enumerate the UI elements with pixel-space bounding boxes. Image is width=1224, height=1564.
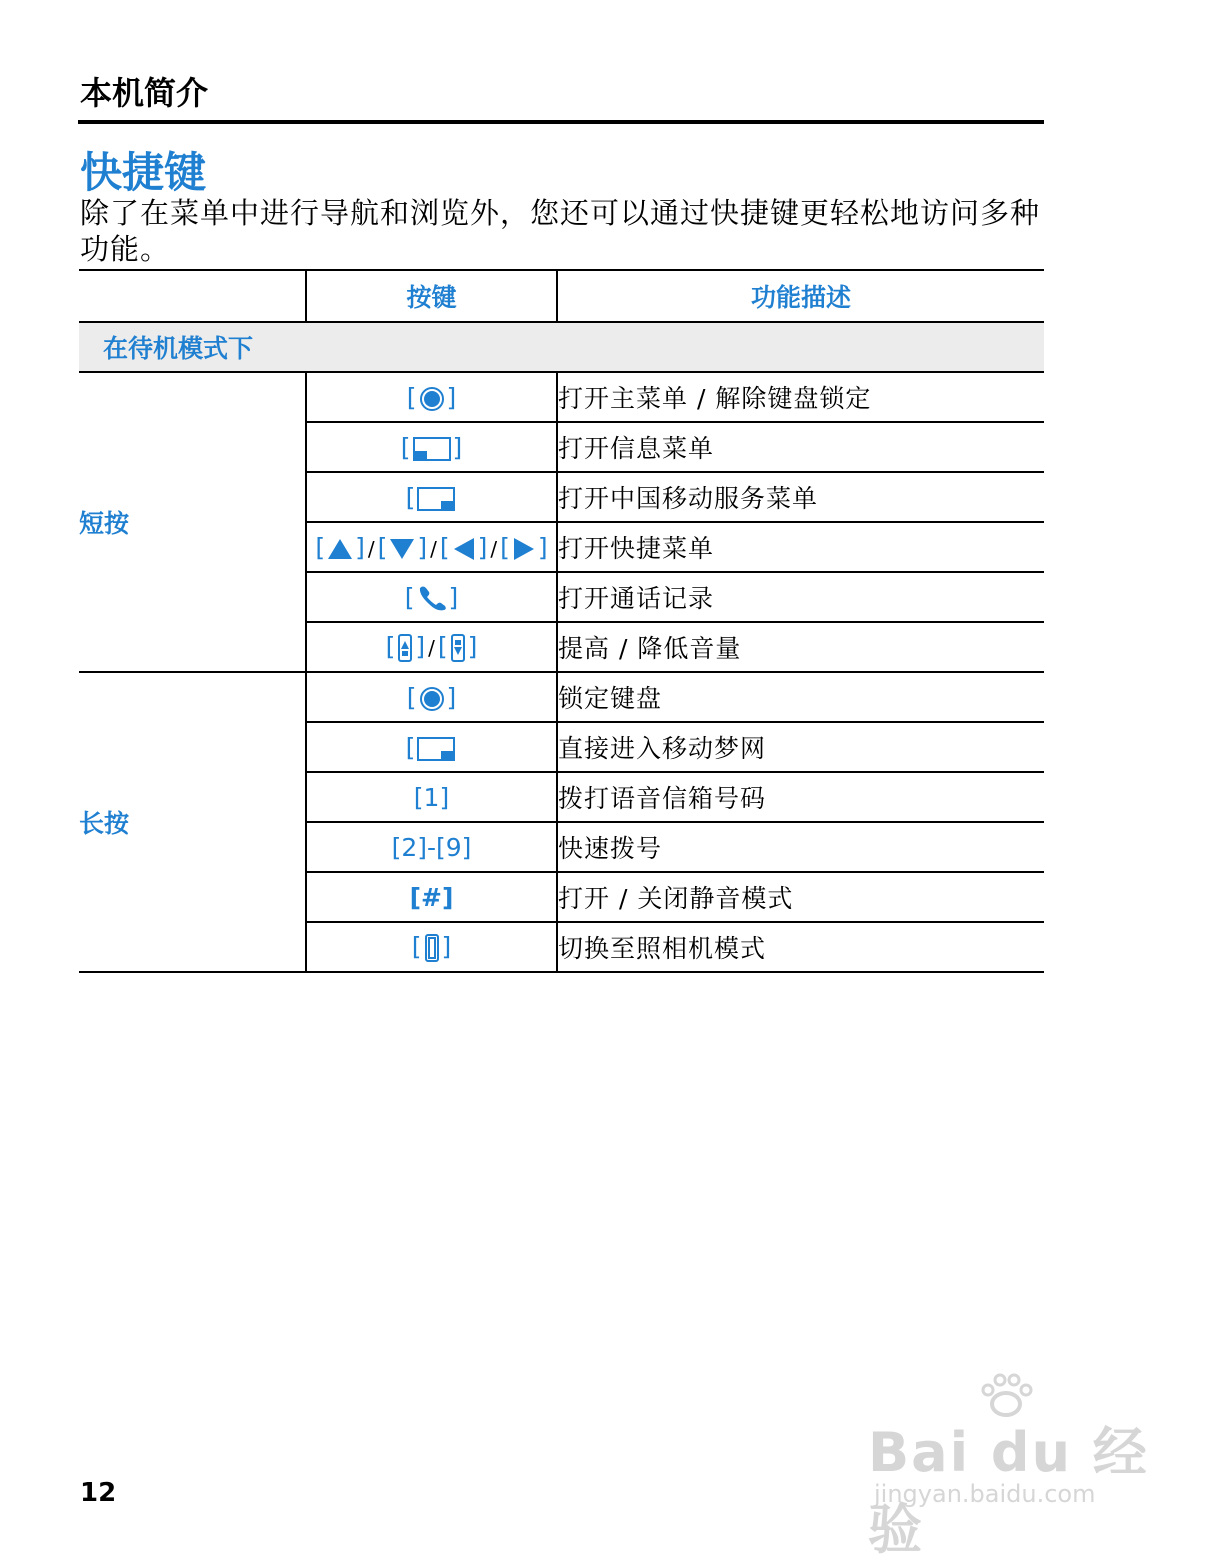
right-softkey-icon <box>417 737 455 761</box>
camera-key-icon <box>424 934 440 962</box>
up-arrow-icon <box>327 537 353 561</box>
table-row <box>79 672 1044 722</box>
right-softkey-icon <box>417 487 455 511</box>
watermark <box>868 1380 1158 1561</box>
desc-cell: 拨打语音信箱号码 <box>557 772 1044 822</box>
key-cell: [ <box>306 722 557 772</box>
key-cell: [ ] / [ ] / [ ] / [ ] <box>306 522 557 572</box>
key-cell: [ ] <box>306 422 557 472</box>
shortcut-table <box>79 269 1044 973</box>
header-desc: 功能描述 <box>557 270 1044 322</box>
page-heading: 快捷键 <box>80 148 207 197</box>
key-cell: [1] <box>306 772 557 822</box>
watermark-main: Bai du 经验 <box>868 1421 1149 1561</box>
desc-cell: 打开快捷菜单 <box>557 522 1044 572</box>
key-cell: [ ] <box>306 572 557 622</box>
divider <box>78 120 1044 124</box>
volume-down-icon <box>450 634 466 662</box>
center-key-icon <box>419 386 445 412</box>
table-row <box>79 372 1044 422</box>
down-arrow-icon <box>389 537 415 561</box>
desc-cell: 直接进入移动梦网 <box>557 722 1044 772</box>
left-arrow-icon <box>452 537 476 561</box>
header-key: 按键 <box>306 270 557 322</box>
desc-cell: 快速拨号 <box>557 822 1044 872</box>
left-softkey-icon <box>413 437 451 461</box>
section-title: 本机简介 <box>80 74 209 112</box>
page-number: 12 <box>80 1478 117 1508</box>
mode-row <box>79 322 1044 372</box>
key-cell: [ ] / [ ] <box>306 622 557 672</box>
center-key-icon <box>419 686 445 712</box>
key-cell: [ <box>306 472 557 522</box>
mode-label: 在待机模式下 <box>79 322 1044 372</box>
key-cell: [2]-[9] <box>306 822 557 872</box>
desc-cell: 切换至照相机模式 <box>557 922 1044 972</box>
watermark-sub: jingyan.baidu.com <box>874 1480 1096 1508</box>
volume-up-icon <box>397 634 413 662</box>
desc-cell: 打开主菜单 / 解除键盘锁定 <box>557 372 1044 422</box>
key-cell: [ ] <box>306 672 557 722</box>
desc-cell: 提高 / 降低音量 <box>557 622 1044 672</box>
header-empty <box>79 270 306 322</box>
intro-paragraph: 除了在菜单中进行导航和浏览外，您还可以通过快捷键更轻松地访问多种功能。 <box>80 196 1041 266</box>
right-arrow-icon <box>512 537 536 561</box>
key-cell: [#] <box>306 872 557 922</box>
desc-cell: 打开信息菜单 <box>557 422 1044 472</box>
key-cell: [ ] <box>306 372 557 422</box>
desc-cell: 打开通话记录 <box>557 572 1044 622</box>
table-header <box>79 270 1044 322</box>
desc-cell: 打开 / 关闭静音模式 <box>557 872 1044 922</box>
group-long-press: 长按 <box>79 672 306 972</box>
key-cell: [ ] <box>306 922 557 972</box>
call-key-icon <box>417 586 447 612</box>
group-short-press: 短按 <box>79 372 306 672</box>
desc-cell: 锁定键盘 <box>557 672 1044 722</box>
desc-cell: 打开中国移动服务菜单 <box>557 472 1044 522</box>
